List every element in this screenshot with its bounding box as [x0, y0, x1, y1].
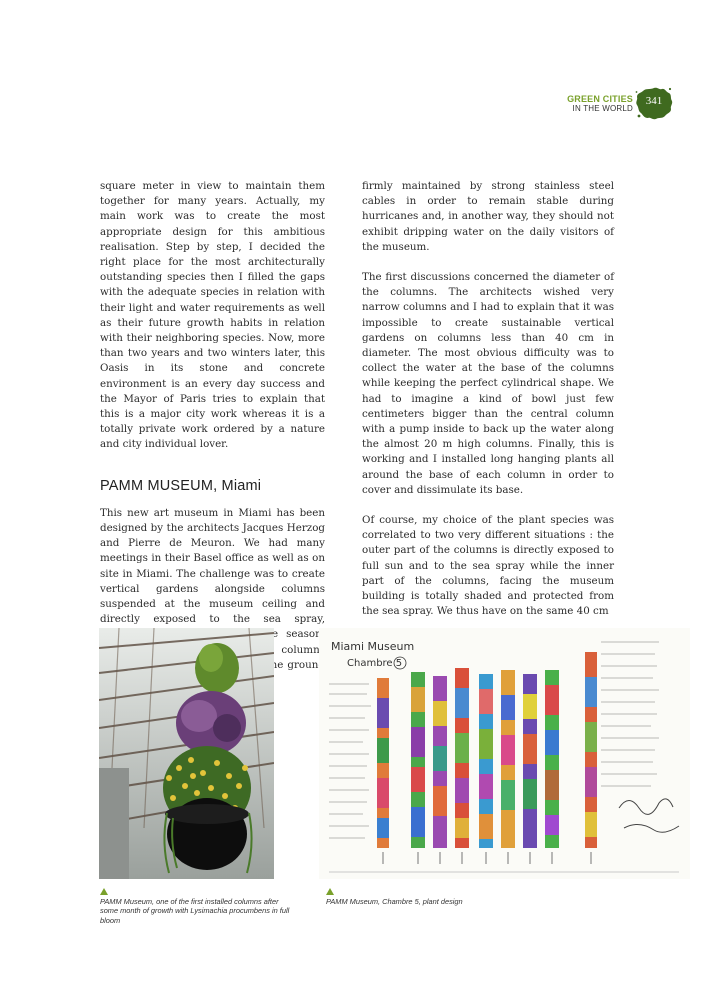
right-text-column — [362, 179, 614, 619]
museum-column-photo — [99, 628, 274, 879]
sketch-caption — [326, 888, 526, 906]
right-paragraph-2: The first discussions concerned the diameter of the columns. The architects wished very narrow columns and I had to explain that it was impossible to create sustainable vertical gardens on columns less than 40 cm in diameter. The most obvious difficulty was to collect the water at the base of the columns while keeping the perfect cylindrical shape. We had to imagine a kind of bowl just few centimeters bigger than the central column with a pump inside to back up the water along the almost 20 m high columns. Finally, this is working and I installed long hanging plants all around the base of each column in order to cover and dissimulate its base. — [362, 271, 614, 496]
photo-caption — [100, 888, 290, 925]
page-number: 341 — [645, 95, 663, 107]
right-paragraph-3: Of course, my choice of the plant species was correlated to two very different situations : the outer part of the columns is directly exposed to full sun and to the sea spray while the inner part of the columns, facing the museum building is totally shaded and protected from the sea spray. We thus have on the same 40 cm — [362, 514, 614, 618]
caption-marker-icon — [326, 888, 334, 895]
header-brand-title: GREEN CITIES — [567, 94, 633, 104]
left-text-column — [100, 179, 325, 688]
caption-marker-icon — [100, 888, 108, 895]
sketch-subtitle: Chambre 5 — [347, 658, 403, 669]
photo-caption-text: PAMM Museum, one of the first installed columns after some month of growth with Lysimachia procumbens in full bloom — [100, 897, 290, 925]
sketch-caption-text: PAMM Museum, Chambre 5, plant design — [326, 897, 463, 906]
left-paragraph-1: square meter in view to maintain them together for many years. Actually, my main work was to create the most appropriate design for this ambitious realisation. Step by step, I decided the right place for the most architecturally outstanding species then I filled the gaps with the adequate species in relation with their light and water requirements as well as their future growth habits in relation with their neighboring species. Now, more than two years and two winters later, this Oasis in its stone and concrete environment is an every day success and the Mayor of Paris tries to explain that this is a major city work whereas it is a totally private work ordered by a nature and city individual lover. — [100, 180, 325, 451]
sketch-title: Miami Museum — [331, 640, 415, 653]
section-heading: PAMM MUSEUM, Miami — [100, 477, 262, 494]
right-paragraph-1: firmly maintained by strong stainless steel cables in order to remain stable during hurricanes and, in another way, they should not exhibit dripping water on the daily visitors of the museum. — [362, 180, 614, 253]
header-brand-subtitle: IN THE WORLD — [572, 104, 633, 113]
left-paragraph-2: This new art museum in Miami has been designed by the architects Jacques Herzog and Pierre de Meuron. We had many meetings in their Basel office as well as on site in Miami. The challenge was to create vertical gardens alongside columns suspended at the museum ceiling and directly exposed to the sea spray, season. columns the ground — [100, 506, 325, 671]
plant-design-sketch — [319, 628, 690, 879]
running-header — [533, 86, 673, 120]
